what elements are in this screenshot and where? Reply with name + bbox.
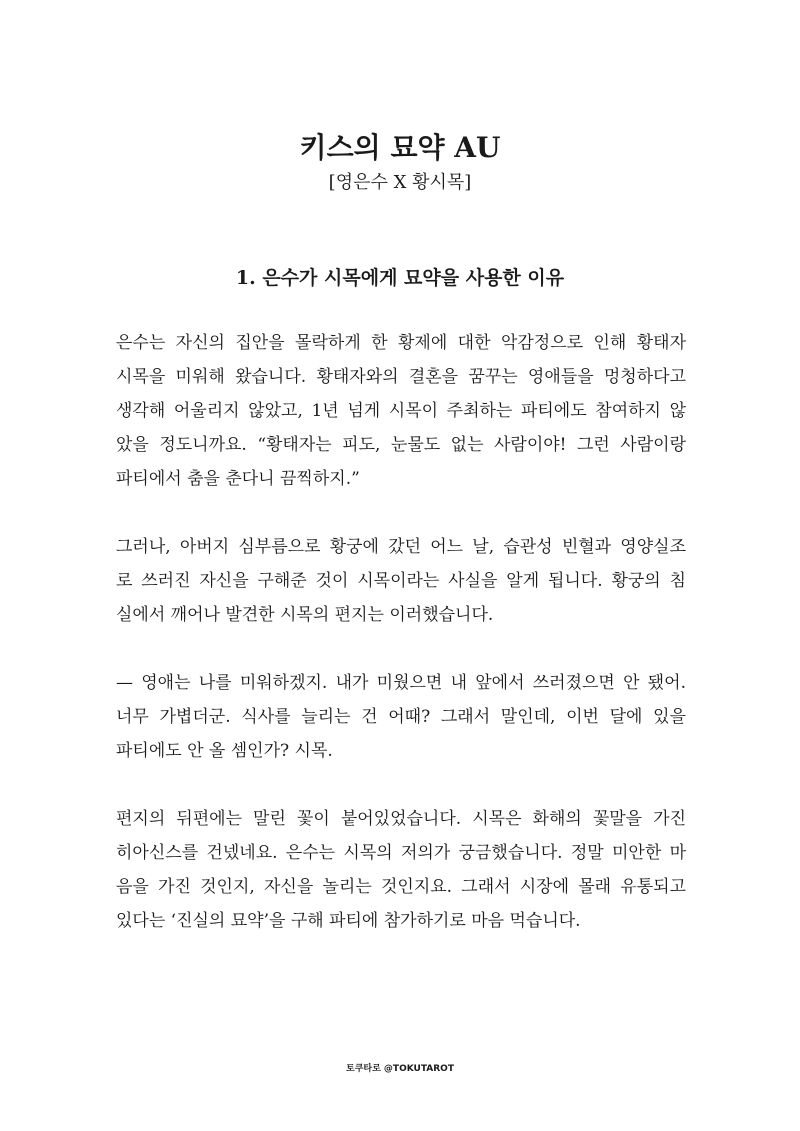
text-line: 로 쓰러진 자신을 구해준 것이 시목이라는 사실을 알게 됩니다. 황궁의 침 [116,571,686,591]
paragraph-1 [116,326,686,496]
paragraph-2 [116,530,686,632]
footer-credit: 토쿠타로 @TOKUTAROT [346,1064,454,1074]
text-line: 았을 정도니까요. “황태자는 피도, 눈물도 없는 사람이야! 그런 사람이랑 [116,435,686,455]
text-line: 있다는 ‘진실의 묘약’을 구해 파티에 참가하기로 마음 먹습니다. [116,911,581,931]
text-line: 생각해 어울리지 않았고, 1년 넘게 시목이 주최하는 파티에도 참여하지 않 [116,401,686,421]
text-line: 파티에도 안 올 셈인가? 시목. [116,741,333,761]
section-heading: 1. 은수가 시목에게 묘약을 사용한 이유 [235,267,565,289]
body-text [116,326,686,972]
text-line: 편지의 뒤편에는 말린 꽃이 붙어있었습니다. 시목은 화해의 꽃말을 가진 [116,809,686,829]
text-line: 파티에서 춤을 춘다니 끔찍하지.” [116,469,360,489]
text-line: 너무 가볍더군. 식사를 늘리는 건 어때? 그래서 말인데, 이번 달에 있을 [116,707,686,727]
text-line: 시목을 미워해 왔습니다. 황태자와의 결혼을 꿈꾸는 영애들을 멍청하다고 [116,367,686,387]
text-line: 은수는 자신의 집안을 몰락하게 한 황제에 대한 악감정으로 인해 황태자 [116,333,686,353]
paragraph-3 [116,666,686,768]
paragraph-4 [116,802,686,938]
text-line: 히아신스를 건넸네요. 은수는 시목의 저의가 궁금했습니다. 정말 미안한 마 [116,843,686,863]
text-line: 음을 가진 것인지, 자신을 놀리는 것인지요. 그래서 시장에 몰래 유통되고 [116,877,686,897]
document-subtitle: [영은수 X 황시목] [328,172,472,193]
text-line: 실에서 깨어나 발견한 시목의 편지는 이러했습니다. [116,605,494,625]
text-line: — 영애는 나를 미워하겠지. 내가 미웠으면 내 앞에서 쓰러졌으면 안 됐어. [116,673,686,693]
document-title: 키스의 묘약 AU [299,131,501,164]
text-line: 그러나, 아버지 심부름으로 황궁에 갔던 어느 날, 습관성 빈혈과 영양실조 [116,537,686,557]
